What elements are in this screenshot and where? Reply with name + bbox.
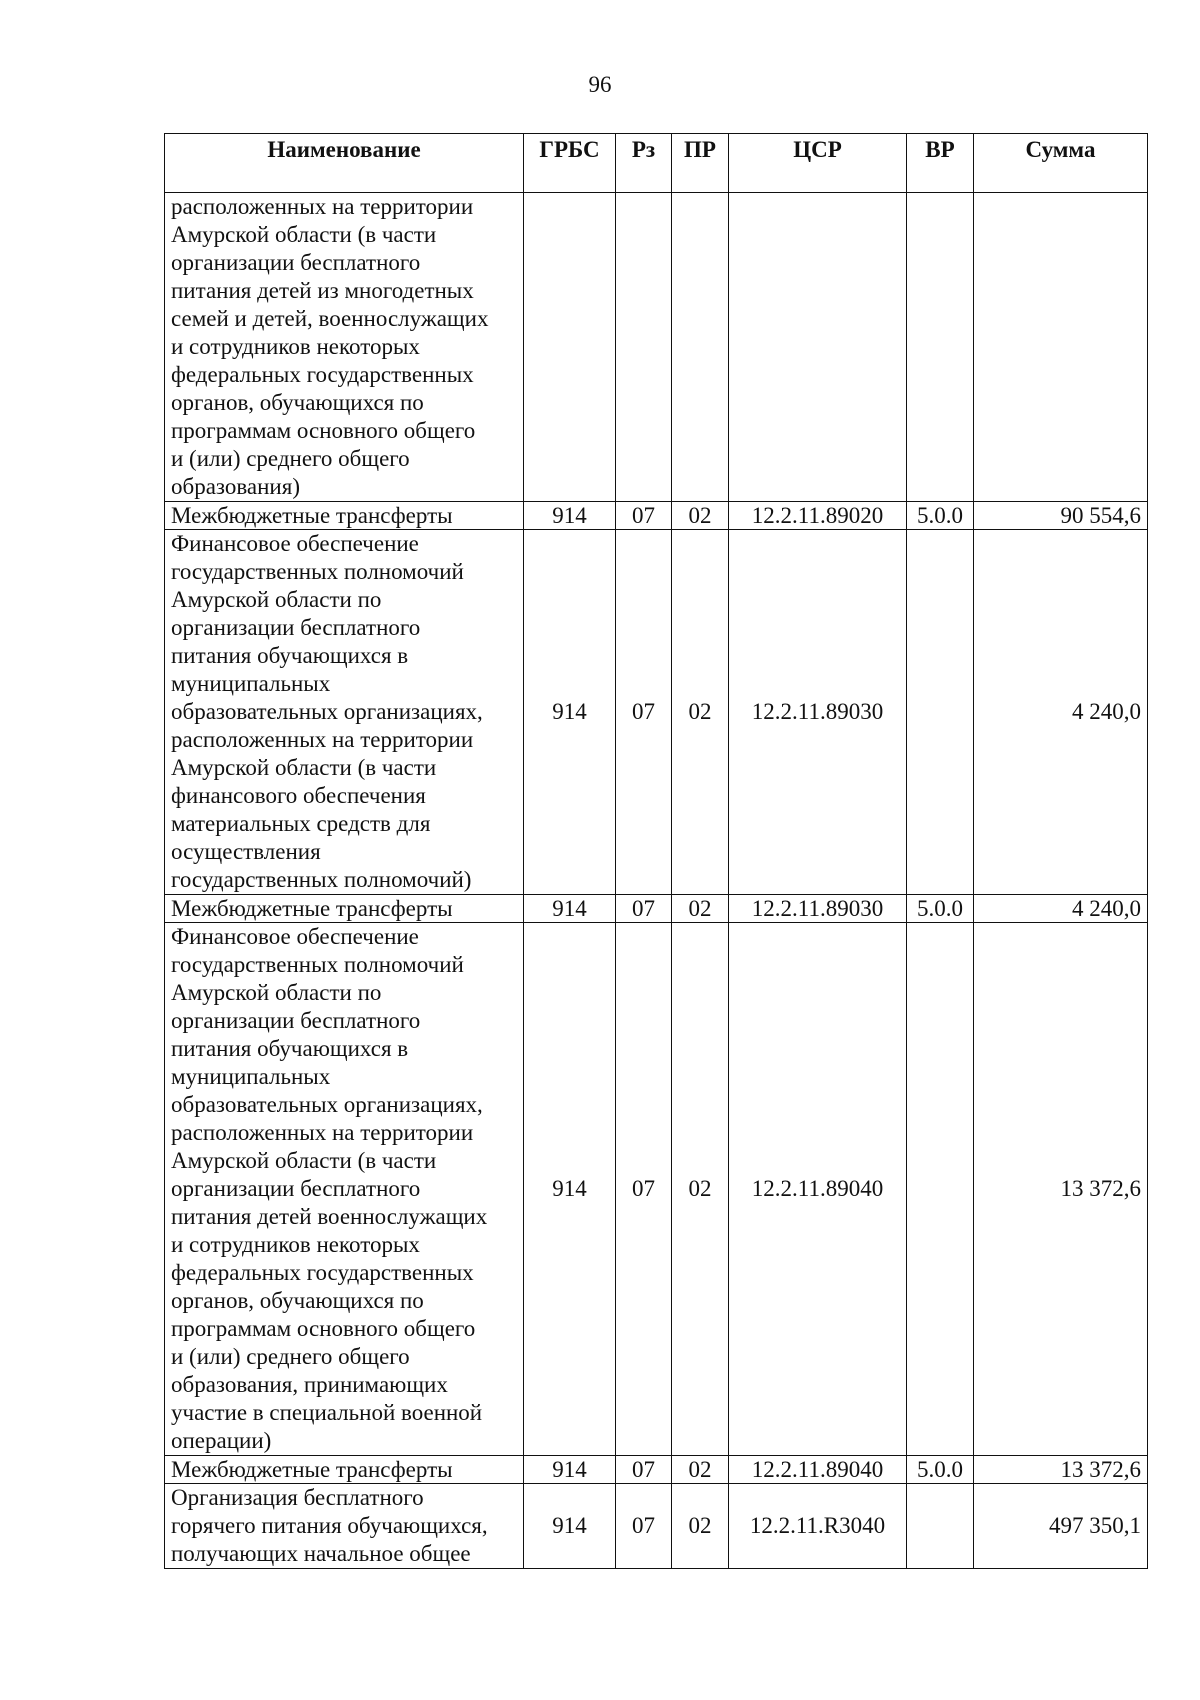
row-sum: 13 372,6 (974, 1456, 1148, 1484)
row-vr: 5.0.0 (907, 502, 974, 530)
row-grbs: 914 (524, 923, 616, 1456)
row-pr: 02 (672, 923, 729, 1456)
row-vr: 5.0.0 (907, 895, 974, 923)
budget-table (164, 133, 1148, 1569)
row-rz: 07 (616, 1484, 672, 1569)
row-pr: 02 (672, 530, 729, 895)
row-vr (907, 1484, 974, 1569)
row-rz: 07 (616, 923, 672, 1456)
row-vr (907, 530, 974, 895)
row-grbs: 914 (524, 1456, 616, 1484)
table-row (165, 530, 1148, 895)
row-sum (974, 193, 1148, 502)
row-grbs: 914 (524, 895, 616, 923)
row-name: Межбюджетные трансферты (165, 1456, 524, 1484)
row-vr: 5.0.0 (907, 1456, 974, 1484)
row-sum: 4 240,0 (974, 530, 1148, 895)
row-pr: 02 (672, 895, 729, 923)
row-rz: 07 (616, 502, 672, 530)
row-name: Межбюджетные трансферты (165, 502, 524, 530)
page-number: 96 (588, 72, 612, 97)
header-vr: ВР (907, 134, 974, 193)
row-sum: 497 350,1 (974, 1484, 1148, 1569)
table-row (165, 895, 1148, 923)
header-name: Наименование (165, 134, 524, 193)
row-grbs: 914 (524, 502, 616, 530)
row-csr: 12.2.11.89030 (729, 530, 907, 895)
row-vr (907, 923, 974, 1456)
header-pr: ПР (672, 134, 729, 193)
table-row (165, 1484, 1148, 1569)
row-pr: 02 (672, 502, 729, 530)
row-vr (907, 193, 974, 502)
row-sum: 4 240,0 (974, 895, 1148, 923)
table-row (165, 502, 1148, 530)
row-csr: 12.2.11.89040 (729, 923, 907, 1456)
row-name: Финансовое обеспечение государственных полномочий Амурской области по организации бесплатного питания обучающихся в муниципальных образовательных организациях, расположенных на территории Амурской области (в части финансового обеспечения материальных средств для осуществления государственных полномочий) (165, 530, 524, 895)
row-csr: 12.2.11.89030 (729, 895, 907, 923)
row-name: Финансовое обеспечение государственных полномочий Амурской области по организации бесплатного питания обучающихся в муниципальных образовательных организациях, расположенных на территории Амурской области (в части организации бесплатного питания детей военнослужащих и сотрудников некоторых федеральных государственных органов, обучающихся по программам основного общего и (или) среднего общего образования, принимающих участие в специальной военной операции) (165, 923, 524, 1456)
row-rz: 07 (616, 895, 672, 923)
row-csr (729, 193, 907, 502)
row-sum: 13 372,6 (974, 923, 1148, 1456)
row-grbs (524, 193, 616, 502)
table-row (165, 1456, 1148, 1484)
row-rz: 07 (616, 530, 672, 895)
row-name: Межбюджетные трансферты (165, 895, 524, 923)
row-csr: 12.2.11.89040 (729, 1456, 907, 1484)
row-csr: 12.2.11.R3040 (729, 1484, 907, 1569)
row-pr (672, 193, 729, 502)
row-csr: 12.2.11.89020 (729, 502, 907, 530)
row-name: расположенных на территории Амурской области (в части организации бесплатного питания детей из многодетных семей и детей, военнослужащих и сотрудников некоторых федеральных государственных органов, обучающихся по программам основного общего и (или) среднего общего образования) (165, 193, 524, 502)
table-row (165, 923, 1148, 1456)
table-row (165, 193, 1148, 502)
row-rz (616, 193, 672, 502)
row-grbs: 914 (524, 530, 616, 895)
header-grbs: ГРБС (524, 134, 616, 193)
row-rz: 07 (616, 1456, 672, 1484)
row-pr: 02 (672, 1456, 729, 1484)
row-grbs: 914 (524, 1484, 616, 1569)
row-pr: 02 (672, 1484, 729, 1569)
header-csr: ЦСР (729, 134, 907, 193)
header-rz: Рз (616, 134, 672, 193)
table-header-row (165, 134, 1148, 193)
row-sum: 90 554,6 (974, 502, 1148, 530)
row-name: Организация бесплатного горячего питания обучающихся, получающих начальное общее (165, 1484, 524, 1569)
header-sum: Сумма (974, 134, 1148, 193)
